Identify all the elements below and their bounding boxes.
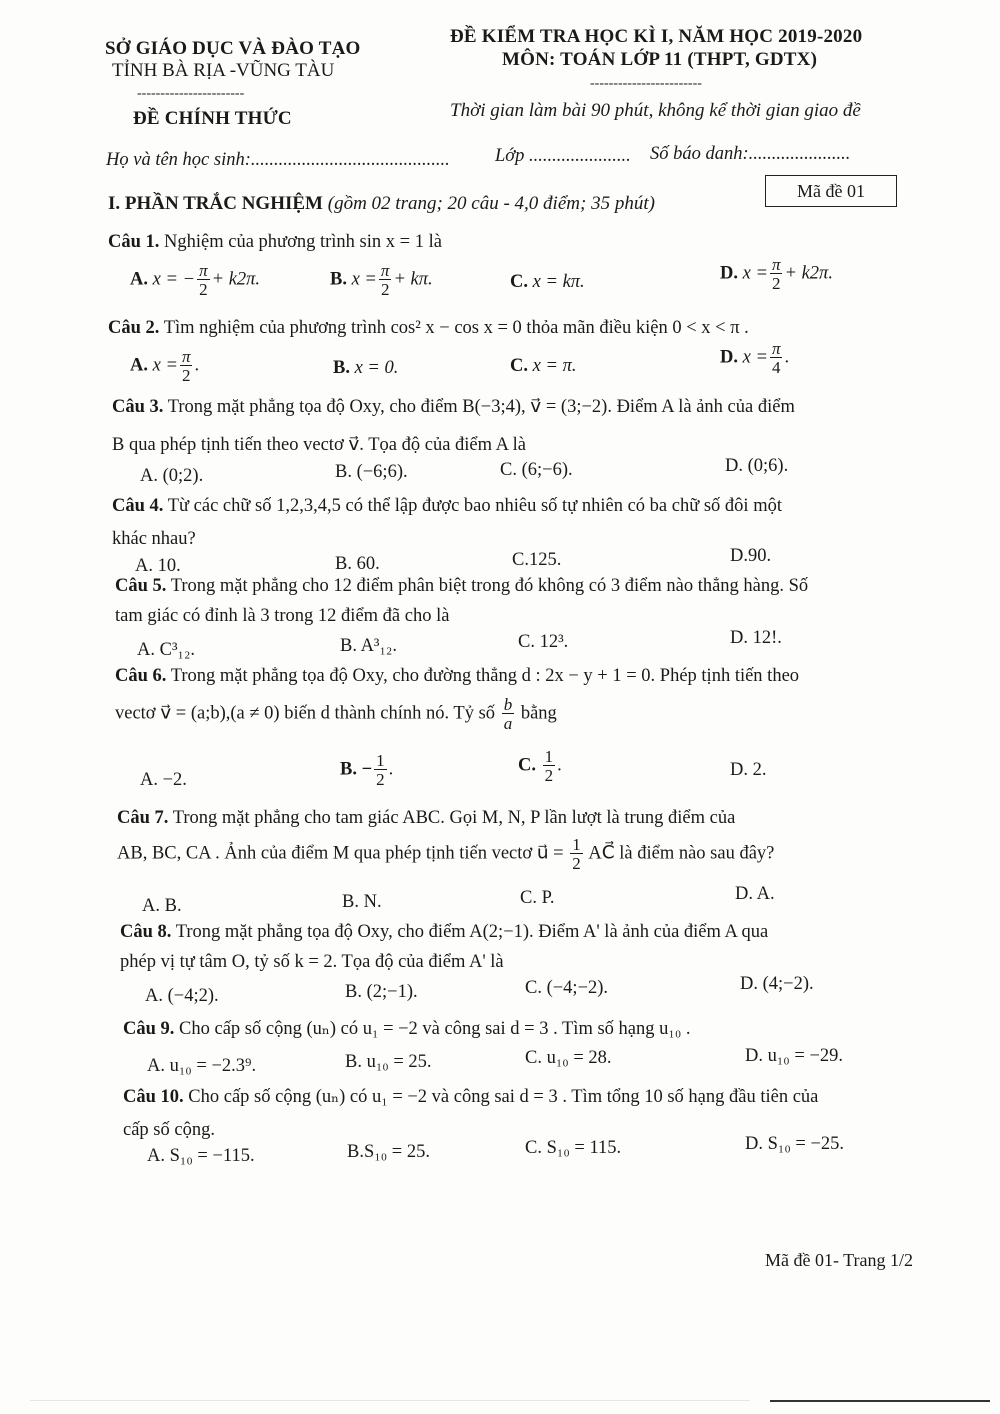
q1-option-a <box>130 262 260 298</box>
subject-title: MÔN: TOÁN LỚP 11 (THPT, GDTX) <box>502 49 818 70</box>
section-subtitle: (gồm 02 trang; 20 câu - 4,0 điểm; 35 phút) <box>327 193 655 214</box>
question-9 <box>123 1018 691 1040</box>
q9-option-a: A. u₁₀ = −2.3⁹. <box>147 1056 257 1076</box>
math-text: x = − <box>152 269 196 290</box>
math-text: + kπ. <box>393 269 433 290</box>
q8-option-c: C. (−4;−2). <box>525 978 609 998</box>
fraction <box>374 752 387 788</box>
option-letter: A. <box>130 269 148 290</box>
q2-option-d <box>720 340 789 376</box>
question-6-text: Trong mặt phẳng tọa độ Oxy, cho đường thẳng d : 2x − y + 1 = 0. Phép tịnh tiến theo <box>170 666 800 686</box>
question-7-text: Trong mặt phẳng cho tam giác ABC. Gọi M, N, P lần lượt là trung điểm của <box>172 808 736 828</box>
q5-option-c: C. 12³. <box>518 632 569 652</box>
question-7-label: Câu 7. <box>117 808 169 828</box>
q9-option-b: B. u₁₀ = 25. <box>345 1052 432 1072</box>
q8-option-b: B. (2;−1). <box>345 982 418 1002</box>
q6-option-a: A. −2. <box>140 770 187 790</box>
question-3-line2: B qua phép tịnh tiến theo vectơ v⃗. Tọa độ của điểm A là <box>112 435 526 455</box>
q3-option-b: B. (−6;6). <box>335 462 408 482</box>
option-letter: C. <box>518 755 536 776</box>
dept-divider: ----------------------- <box>137 86 245 101</box>
q6-option-b <box>340 752 393 788</box>
q5-option-d: D. 12!. <box>730 628 782 648</box>
question-9-label: Câu 9. <box>123 1019 175 1039</box>
fraction <box>379 262 392 298</box>
fraction-numerator: π <box>380 261 390 280</box>
question-5-label: Câu 5. <box>115 576 167 596</box>
fraction-denominator: 2 <box>379 279 392 298</box>
option-letter: D. <box>720 347 738 368</box>
q4-option-d: D.90. <box>730 546 772 566</box>
q5-option-b: B. A³₁₂. <box>340 636 397 656</box>
math-text: x = π. <box>532 356 577 376</box>
student-name-field: Họ và tên học sinh:........................................... <box>106 150 450 170</box>
question-3-text: Trong mặt phẳng tọa độ Oxy, cho điểm B(−3;4), v⃗ = (3;−2). Điểm A là ảnh của điểm <box>167 397 795 417</box>
option-letter: C. <box>510 272 528 292</box>
question-7-text-part: AC⃗ là điểm nào sau đây? <box>588 843 775 864</box>
math-text: . <box>784 347 790 368</box>
fraction <box>180 348 193 384</box>
fraction <box>570 836 583 872</box>
fraction <box>502 696 515 732</box>
q10-option-b: B.S₁₀ = 25. <box>347 1142 430 1162</box>
department-name: SỞ GIÁO DỤC VÀ ĐÀO TẠO <box>105 38 361 59</box>
question-6 <box>115 666 799 687</box>
question-7-text-part: AB, BC, CA . Ảnh của điểm M qua phép tịnh tiến vectơ u⃗ = <box>117 843 564 864</box>
fraction-numerator: π <box>199 261 208 280</box>
question-6-text-part: vectơ v⃗ = (a;b),(a ≠ 0) biến d thành chính nó. Tỷ số <box>115 703 496 724</box>
fraction-denominator: 2 <box>770 273 783 292</box>
math-text: . <box>557 755 562 776</box>
question-4-line2: khác nhau? <box>112 529 196 549</box>
option-letter: C. <box>510 356 528 376</box>
question-6-line2 <box>115 696 557 732</box>
fraction <box>543 748 556 784</box>
fraction-denominator: 2 <box>180 365 193 384</box>
question-5-line2: tam giác có đỉnh là 3 trong 12 điểm đã cho là <box>115 606 450 626</box>
question-2 <box>108 318 749 339</box>
q8-option-a: A. (−4;2). <box>145 986 219 1006</box>
option-letter: B. <box>333 358 350 378</box>
fraction-denominator: 2 <box>572 854 581 873</box>
question-5 <box>115 576 808 597</box>
time-note: Thời gian làm bài 90 phút, không kể thời gian giao đề <box>450 100 861 121</box>
fraction <box>197 262 210 298</box>
fraction-denominator: a <box>503 714 513 733</box>
math-text: x = <box>742 347 768 368</box>
question-10 <box>123 1086 818 1108</box>
q6-option-c <box>518 748 562 784</box>
bottom-faint-line <box>30 1400 750 1401</box>
question-4 <box>112 496 782 517</box>
q4-option-b: B. 60. <box>335 554 380 574</box>
section-heading <box>108 193 655 215</box>
math-text: + k2π. <box>784 263 833 284</box>
math-text: x = <box>351 269 377 290</box>
question-8 <box>120 922 768 943</box>
fraction-denominator: 2 <box>197 279 210 298</box>
fraction-numerator: 1 <box>376 751 385 770</box>
q7-option-d: D. A. <box>735 884 775 904</box>
exam-code-box: Mã đề 01 <box>765 175 897 207</box>
math-text: x = kπ. <box>532 272 585 292</box>
q10-option-a: A. S₁₀ = −115. <box>147 1146 255 1166</box>
student-number-field: Số báo danh:...................... <box>650 144 851 164</box>
official-label: ĐỀ CHÍNH THỨC <box>133 108 292 129</box>
q9-option-d: D. u₁₀ = −29. <box>745 1046 844 1066</box>
q1-option-b <box>330 262 433 298</box>
fraction-numerator: π <box>771 339 781 358</box>
q4-option-a: A. 10. <box>135 556 181 576</box>
option-letter: B. <box>330 269 347 290</box>
math-text: . <box>194 355 200 376</box>
q1-option-d <box>720 256 833 292</box>
question-10-line2: cấp số cộng. <box>123 1120 215 1140</box>
fraction-numerator: 1 <box>572 835 581 854</box>
fraction-denominator: 4 <box>770 357 783 376</box>
q7-option-c: C. P. <box>520 888 555 908</box>
math-text: x = <box>152 355 178 376</box>
fraction <box>770 340 783 376</box>
fraction-numerator: 1 <box>544 747 554 766</box>
question-7-line2 <box>117 836 774 872</box>
math-text: x = 0. <box>354 358 399 378</box>
option-letter: B. − <box>340 759 373 780</box>
option-letter: D. <box>720 263 738 284</box>
q2-option-b <box>333 358 398 379</box>
q10-option-d: D. S₁₀ = −25. <box>745 1134 845 1154</box>
math-text: x = <box>742 263 768 284</box>
question-3 <box>112 396 795 418</box>
question-3-label: Câu 3. <box>112 397 164 417</box>
math-text: . <box>388 759 394 780</box>
question-5-text: Trong mặt phẳng cho 12 điểm phân biệt trong đó không có 3 điểm nào thẳng hàng. Số <box>170 576 809 596</box>
q5-option-a: A. C³₁₂. <box>137 640 196 660</box>
q2-option-c <box>510 356 576 377</box>
q3-option-a: A. (0;2). <box>140 466 204 486</box>
question-6-text-part: bằng <box>520 703 557 724</box>
q8-option-d: D. (4;−2). <box>740 974 814 994</box>
exam-title: ĐỀ KIỂM TRA HỌC KÌ I, NĂM HỌC 2019-2020 <box>450 26 863 47</box>
q2-option-a <box>130 348 199 384</box>
fraction-denominator: 2 <box>376 770 385 789</box>
q4-option-c: C.125. <box>512 550 562 570</box>
fraction-numerator: π <box>181 347 191 366</box>
section-title: I. PHẦN TRẮC NGHIỆM <box>108 193 323 214</box>
question-7 <box>117 808 735 829</box>
question-2-label: Câu 2. <box>108 318 160 338</box>
question-1-text: Nghiệm của phương trình sin x = 1 là <box>164 232 442 252</box>
q7-option-b: B. N. <box>342 892 382 912</box>
fraction <box>770 256 783 292</box>
fraction-denominator: 2 <box>544 766 554 785</box>
subject-divider: ------------------------ <box>590 76 702 91</box>
question-6-label: Câu 6. <box>115 666 167 686</box>
math-text: + k2π. <box>211 269 261 290</box>
question-8-label: Câu 8. <box>120 922 172 942</box>
q3-option-d: D. (0;6). <box>725 456 789 476</box>
question-2-text: Tìm nghiệm của phương trình cos² x − cos x = 0 thỏa mãn điều kiện 0 < x < π . <box>163 318 749 338</box>
question-10-text: Cho cấp số cộng (uₙ) có u₁ = −2 và công sai d = 3 . Tìm tổng 10 số hạng đầu tiên của <box>188 1087 819 1107</box>
class-field: Lớp ...................... <box>495 146 631 166</box>
bottom-rule <box>770 1400 990 1402</box>
question-1-label: Câu 1. <box>108 232 160 252</box>
q10-option-c: C. S₁₀ = 115. <box>525 1138 622 1158</box>
q3-option-c: C. (6;−6). <box>500 460 573 480</box>
page-footer: Mã đề 01- Trang 1/2 <box>765 1250 913 1270</box>
question-8-line2: phép vị tự tâm O, tỷ số k = 2. Tọa độ của điểm A' là <box>120 952 504 972</box>
question-4-label: Câu 4. <box>112 496 164 516</box>
q6-option-d: D. 2. <box>730 760 767 780</box>
q7-option-a: A. B. <box>142 896 182 916</box>
fraction-numerator: π <box>771 255 781 274</box>
question-8-text: Trong mặt phẳng tọa độ Oxy, cho điểm A(2;−1). Điểm A' là ảnh của điểm A qua <box>175 922 769 942</box>
fraction-numerator: b <box>503 695 513 714</box>
q9-option-c: C. u₁₀ = 28. <box>525 1048 612 1068</box>
province-name: TỈNH BÀ RỊA -VŨNG TÀU <box>112 60 335 81</box>
question-1 <box>108 232 442 253</box>
question-9-text: Cho cấp số cộng (uₙ) có u₁ = −2 và công sai d = 3 . Tìm số hạng u₁₀ . <box>179 1019 691 1039</box>
question-10-label: Câu 10. <box>123 1087 184 1107</box>
option-letter: A. <box>130 355 148 376</box>
question-4-text: Từ các chữ số 1,2,3,4,5 có thể lập được bao nhiêu số tự nhiên có ba chữ số đôi một <box>167 496 782 516</box>
q1-option-c <box>510 272 585 293</box>
